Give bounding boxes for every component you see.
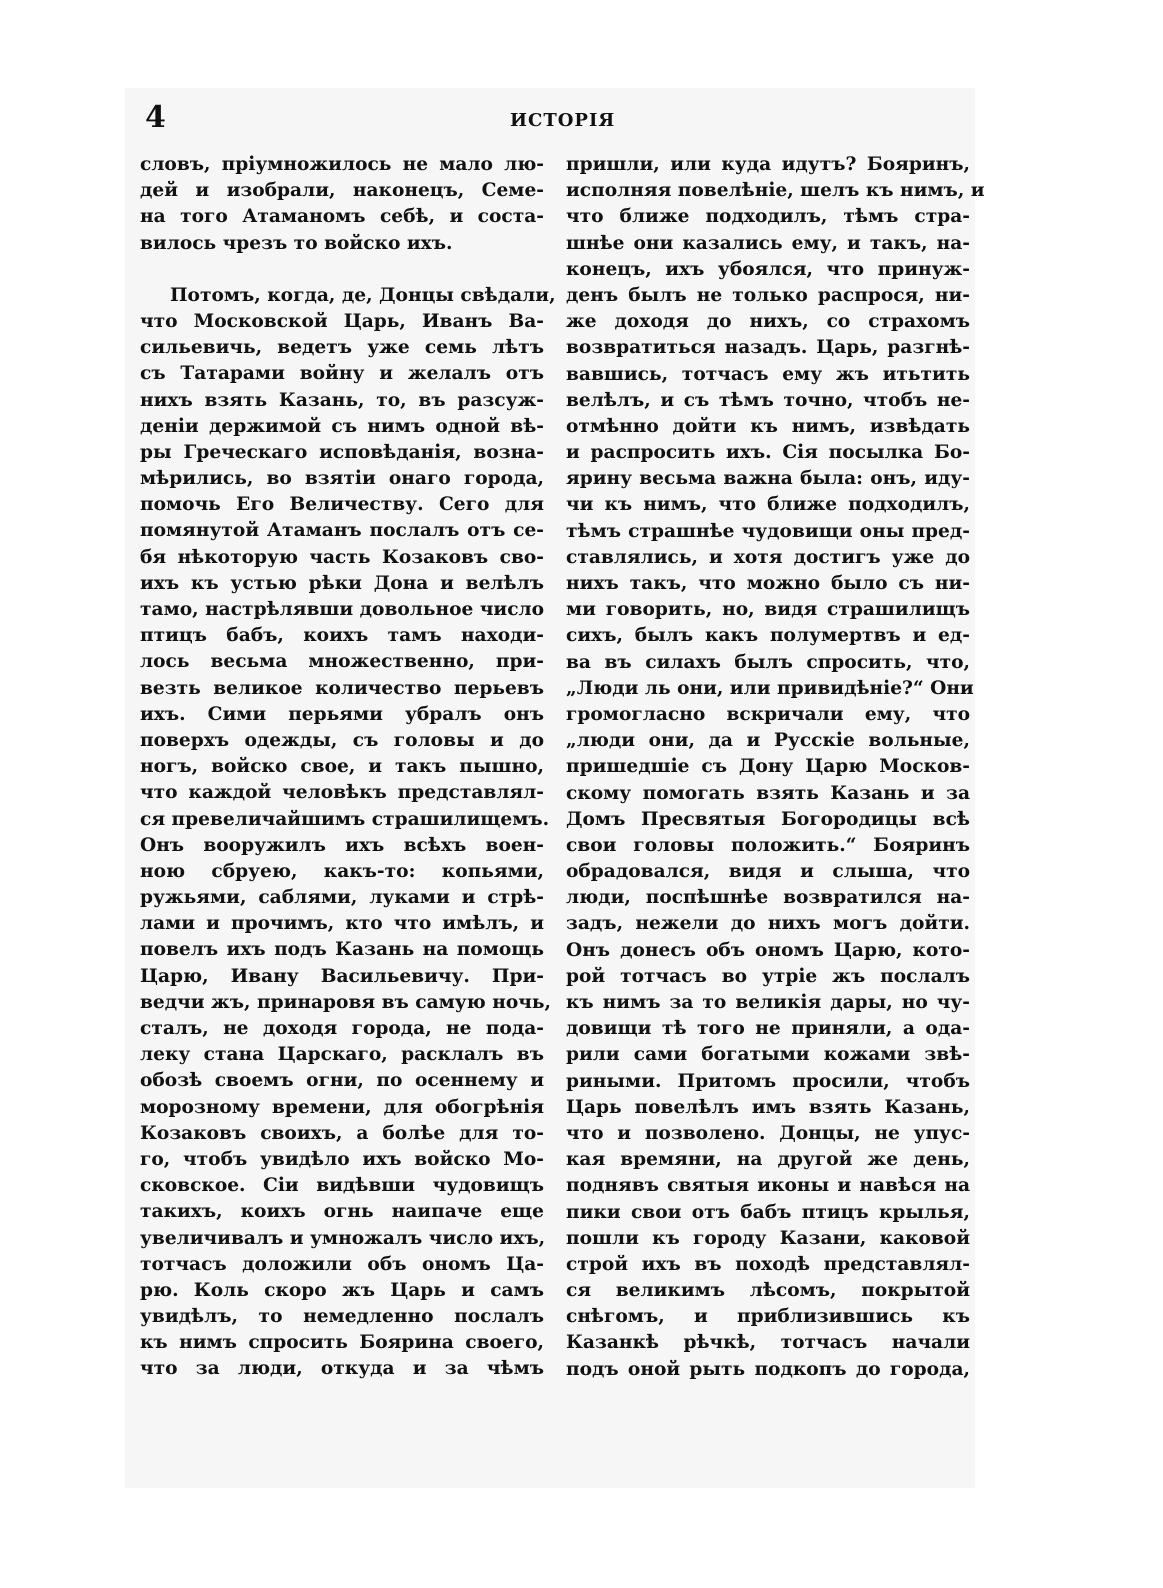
text-line: мѣрились, во взятіи онаго города, [140,468,544,490]
text-line: отмѣнно дойти къ нимъ, извѣдать [566,415,970,437]
text-line: птицъ бабъ, коихъ тамъ находи- [140,625,544,647]
text-line: морозному времени, для обогрѣнія [140,1096,544,1118]
text-line: ногъ, войско свое, и такъ пышно, [140,756,544,778]
text-line: поверхъ одежды, съ головы и до [140,729,544,751]
text-line: риными. Притомъ просили, чтобъ [566,1070,970,1092]
text-line: „Люди ль они, или привидѣніе?“ Они [566,677,974,699]
text-line: и распросить ихъ. Сія посылка Бо- [566,442,970,464]
text-line: повелъ ихъ подъ Казань на помощь [140,939,544,961]
text-line: пришли, или куда идутъ? Бояринъ, [566,154,970,175]
text-line: нихъ взять Казань, то, въ разсуж- [140,389,544,411]
text-line: что ближе подходилъ, тѣмъ стра- [566,206,970,228]
text-line: велѣлъ, и съ тѣмъ точно, чтобъ не- [566,389,970,411]
text-line: помочь Его Величеству. Сего для [140,494,544,516]
text-line: что каждой человѣкъ представлял- [140,782,544,804]
text-line: дей и изобрали, наконецъ, Семе- [140,180,544,202]
text-line: строй ихъ въ походѣ представлял- [566,1253,970,1275]
text-line: ся великимъ лѣсомъ, покрытой [566,1280,970,1302]
text-line: поднявъ святыя иконы и навѣся на [566,1175,970,1197]
text-line: денъ былъ не только распрося, ни- [566,284,970,306]
text-line: задъ, нежели до нихъ могъ дойти. [566,913,970,935]
text-line: увеличивалъ и умножалъ число ихъ, [140,1227,546,1249]
text-line: лами и прочимъ, кто что имѣлъ, и [140,913,544,935]
text-line: Царь повелѣлъ имъ взять Казань, [566,1096,970,1118]
text-line: тѣмъ страшнѣе чудовищи оны пред- [566,520,970,542]
left-column [140,152,556,1383]
text-line: пошли къ городу Казани, каковой [566,1227,970,1249]
running-title: ИСТОРІЯ [510,110,616,131]
text-line: чи къ нимъ, что ближе подходилъ, [566,494,970,516]
text-line: Казанкѣ рѣчкѣ, тотчасъ начали [566,1332,970,1354]
text-line: Онъ вооружилъ ихъ всѣхъ воен- [140,834,544,856]
text-line: что Московской Царь, Иванъ Ва- [140,310,544,332]
text-line: съ Татарами войну и желалъ отъ [140,363,544,385]
text-line: скому помогать взять Казань и за [566,782,970,804]
text-line: что и позволено. Донцы, не упус- [566,1122,970,1144]
text-line: бя нѣкоторую часть Козаковъ сво- [140,546,544,568]
text-line: шнѣе они казались ему, и такъ, на- [566,232,970,254]
text-line: сихъ, былъ какъ полумертвъ и ед- [566,625,970,647]
text-line: такихъ, коихъ огнь наипаче еще [140,1201,544,1223]
text-line: вавшись, тотчасъ ему жъ итьтить [566,363,970,385]
text-line: Царю, Ивану Васильевичу. При- [140,965,544,987]
text-line: ведчи жъ, принаровя въ самую ночь, [140,991,551,1013]
text-line: везть великое количество перьевъ [140,677,544,699]
paragraph-2 [140,283,556,1383]
text-line: къ нимъ спросить Боярина своего, [140,1332,544,1354]
text-line: обрадовался, видя и слыша, что [566,861,970,883]
text-line: ружьями, саблями, луками и стрѣ- [140,887,544,909]
text-line: леку стана Царскаго, расклалъ въ [140,1044,544,1066]
text-line: пики свои отъ бабъ птицъ крылья, [566,1201,970,1223]
text-line: го, чтобъ увидѣло ихъ войско Мо- [140,1148,544,1170]
text-line: ва въ силахъ былъ спросить, что, [566,651,970,673]
text-line: ихъ къ устью рѣки Дона и велѣлъ [140,572,544,594]
text-line: люди, поспѣшнѣе возвратился на- [566,887,970,909]
text-line: сильевичь, ведетъ уже семь лѣтъ [140,337,544,359]
text-line: ся превеличайшимъ страшилищемъ. [140,808,550,830]
page-number: 4 [145,100,166,135]
text-line: „люди они, да и Русскіе вольные, [566,730,970,752]
text-line: рю. Коль скоро жъ Царь и самъ [140,1279,544,1301]
text-line: рой тотчасъ во утріе жъ послалъ [566,965,970,987]
text-line: ми говорить, но, видя страшилищъ [566,599,970,621]
text-line: что за люди, откуда и за чѣмъ [140,1358,544,1380]
text-line: увидѣлъ, то немедленно послалъ [140,1306,544,1328]
text-line: Онъ донесъ объ ономъ Царю, кото- [566,939,970,961]
text-line: кая времяни, на другой же день, [566,1149,970,1171]
text-line: къ нимъ за то великія дары, но чу- [566,992,970,1013]
text-line: обозѣ своемъ огни, по осеннему и [140,1070,544,1092]
paragraph-1 [140,152,544,257]
text-line: сковское. Сіи видѣвши чудовищъ [140,1175,544,1197]
text-line: возвратиться назадъ. Царь, разгнѣ- [566,337,970,359]
text-line: словъ, пріумножилось не мало лю- [140,154,544,175]
text-line: громогласно вскричали ему, что [566,703,970,725]
text-line: вилось чрезъ то войско ихъ. [140,232,453,254]
text-line: лось весьма множественно, при- [140,651,544,673]
text-line: помянутой Атаманъ послалъ отъ се- [140,520,544,542]
text-line: конецъ, ихъ убоялся, что принуж- [566,258,970,280]
text-line: довищи тѣ того не приняли, а ода- [566,1018,970,1040]
text-line: на того Атаманомъ себѣ, и соста- [140,206,544,228]
text-line: подъ оной рыть подкопъ до города, [566,1358,970,1380]
text-line: тамо, настрѣлявши довольное число [140,599,545,620]
text-line: рили сами богатыми кожами звѣ- [566,1044,970,1066]
text-line: Потомъ, когда, де, Донцы свѣдали, [170,284,556,306]
text-line: снѣгомъ, и приблизившись къ [566,1306,970,1328]
text-line: Домъ Пресвятыя Богородицы всѣ [566,808,970,830]
right-column [566,152,985,1383]
text-line: сталъ, не доходя города, не пода- [140,1018,544,1039]
text-line: Козаковъ своихъ, а болѣе для то- [140,1122,544,1144]
text-line: ярину весьма важна была: онъ, иду- [566,468,970,490]
text-line: тотчасъ доложили объ ономъ Ца- [140,1253,544,1275]
text-line: деніи держимой съ нимъ одной вѣ- [140,415,544,437]
text-line: ры Греческаго исповѣданія, возна- [140,441,544,463]
text-line: исполняя повелѣніе, шелъ къ нимъ, и [566,180,985,202]
text-line: ною сбруею, какъ-то: копьями, [140,860,544,882]
text-line: же доходя до нихъ, со страхомъ [566,311,970,333]
text-line: ставлялись, и хотя достигъ уже до [566,546,970,568]
text-line: ихъ. Сими перьями убралъ онъ [140,703,544,725]
text-line: свои головы положить.“ Бояринъ [566,834,970,856]
text-line: нихъ такъ, что можно было съ ни- [566,573,970,594]
paragraph-gap [140,257,544,283]
text-line: пришедшіе съ Дону Царю Москов- [566,756,970,778]
